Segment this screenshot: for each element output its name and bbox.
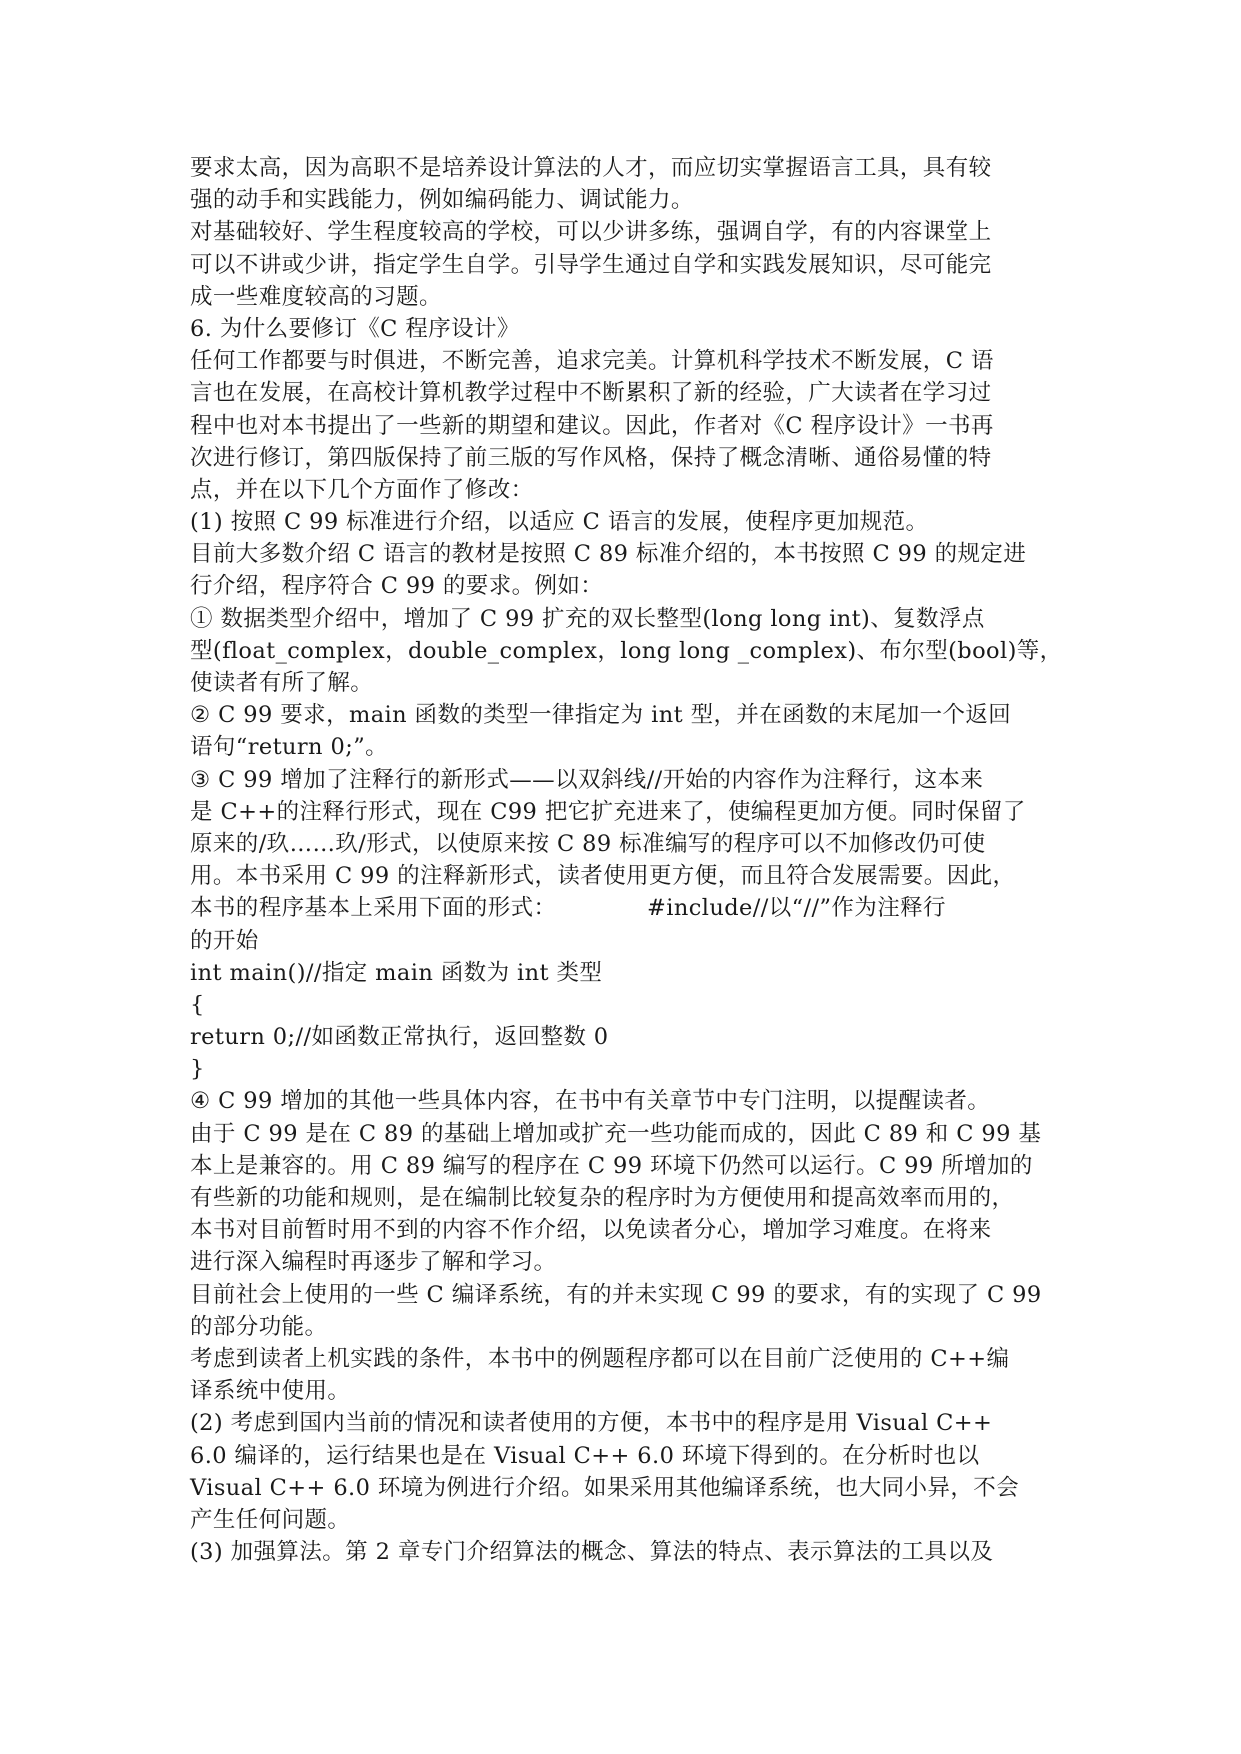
text-line: 强的动手和实践能力，例如编码能力、调试能力。 [190, 187, 694, 214]
text-line: ④ C 99 增加的其他一些具体内容，在书中有关章节中专门注明，以提醒读者。 [190, 1088, 991, 1115]
text-line: 对基础较好、学生程度较高的学校，可以少讲多练，强调自学，有的内容课堂上 [190, 219, 992, 246]
text-line: 的开始 [190, 927, 259, 954]
text-line: 型(float_complex，double_complex，long long _complex)、布尔型(bool)等， [190, 637, 1063, 664]
text-line: 6.0 编译的，运行结果也是在 Visual C++ 6.0 环境下得到的。在分析时也以 [190, 1442, 980, 1469]
text-line: { [190, 991, 205, 1018]
document-body [190, 152, 1070, 1568]
text-line: 的部分功能。 [190, 1313, 328, 1340]
text-line: Visual C++ 6.0 环境为例进行介绍。如果采用其他编译系统，也大同小异，不会 [190, 1474, 1020, 1501]
text-line: 本上是兼容的。用 C 89 编写的程序在 C 99 环境下仍然可以运行。C 99 所增加的 [190, 1152, 1033, 1179]
text-line: return 0;//如函数正常执行，返回整数 0 [190, 1024, 609, 1051]
text-line: (2) 考虑到国内当前的情况和读者使用的方便，本书中的程序是用 Visual C++ [190, 1410, 993, 1437]
text-line: ① 数据类型介绍中，增加了 C 99 扩充的双长整型(long long int)、复数浮点 [190, 605, 985, 632]
text-line: ② C 99 要求，main 函数的类型一律指定为 int 型，并在函数的末尾加一个返回 [190, 702, 1012, 729]
text-line: 有些新的功能和规则，是在编制比较复杂的程序时为方便使用和提高效率而用的， [190, 1185, 1015, 1211]
text-line: 成一些难度较高的习题。 [190, 283, 442, 310]
text-line: 点，并在以下几个方面作了修改： [190, 476, 534, 503]
text-line: 使读者有所了解。 [190, 670, 374, 696]
text-line: 考虑到读者上机实践的条件，本书中的例题程序都可以在目前广泛使用的 C++编 [190, 1345, 1010, 1372]
text-line: int main()//指定 main 函数为 int 类型 [190, 959, 603, 986]
text-line: 由于 C 99 是在 C 89 的基础上增加或扩充一些功能而成的，因此 C 89 和 C 99 基 [190, 1120, 1042, 1147]
text-line: 6. 为什么要修订《C 程序设计》 [190, 315, 520, 342]
text-line: 次进行修订，第四版保持了前三版的写作风格，保持了概念清晰、通俗易懂的特 [190, 444, 992, 471]
text-line: 本书的程序基本上采用下面的形式： #include//以“//”作为注释行 [190, 895, 946, 922]
text-line: 行介绍，程序符合 C 99 的要求。例如： [190, 573, 604, 600]
text-line: 任何工作都要与时俱进，不断完善，追求完美。计算机科学技术不断发展，C 语 [190, 348, 994, 375]
text-line: } [190, 1056, 205, 1083]
text-line: (3) 加强算法。第 2 章专门介绍算法的概念、算法的特点、表示算法的工具以及 [190, 1539, 994, 1566]
text-line: 语句“return 0;”。 [190, 734, 389, 761]
text-line: 言也在发展，在高校计算机教学过程中不断累积了新的经验，广大读者在学习过 [190, 380, 992, 407]
text-line: (1) 按照 C 99 标准进行介绍，以适应 C 语言的发展，使程序更加规范。 [190, 509, 929, 536]
text-line: 程中也对本书提出了一些新的期望和建议。因此，作者对《C 程序设计》一书再 [190, 412, 994, 439]
text-line: 原来的/玖……玖/形式，以使原来按 C 89 标准编写的程序可以不加修改仍可使 [190, 830, 986, 857]
text-line: 目前大多数介绍 C 语言的教材是按照 C 89 标准介绍的，本书按照 C 99 的规定进 [190, 541, 1027, 568]
text-line: 进行深入编程时再逐步了解和学习。 [190, 1249, 557, 1276]
text-line: 是 C++的注释行形式，现在 C99 把它扩充进来了，使编程更加方便。同时保留了 [190, 798, 1026, 825]
text-line: 用。本书采用 C 99 的注释新形式，读者使用更方便，而且符合发展需要。因此， [190, 863, 1016, 890]
text-line: 本书对目前暂时用不到的内容不作介绍，以免读者分心，增加学习难度。在将来 [190, 1217, 992, 1244]
text-line: 要求太高，因为高职不是培养设计算法的人才，而应切实掌握语言工具，具有较 [190, 155, 992, 181]
text-line: 可以不讲或少讲，指定学生自学。引导学生通过自学和实践发展知识，尽可能完 [190, 251, 992, 278]
text-line: 译系统中使用。 [190, 1378, 351, 1405]
text-line: ③ C 99 增加了注释行的新形式——以双斜线//开始的内容作为注释行，这本来 [190, 766, 984, 793]
text-line: 目前社会上使用的一些 C 编译系统，有的并未实现 C 99 的要求，有的实现了 C 99 [190, 1281, 1042, 1308]
text-line: 产生任何问题。 [190, 1506, 351, 1533]
